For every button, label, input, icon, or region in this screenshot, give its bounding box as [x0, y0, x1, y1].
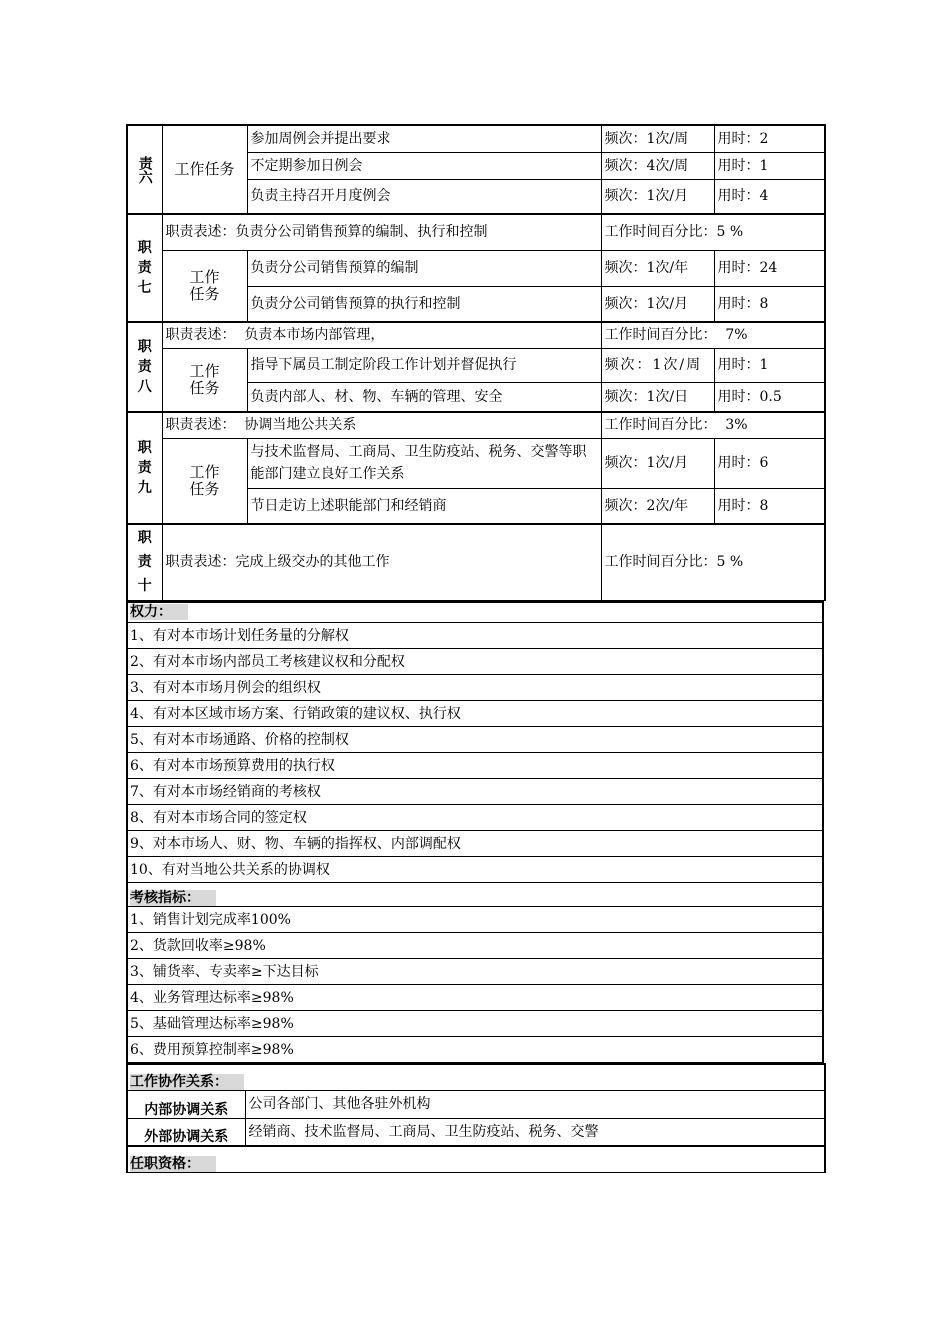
duty6-task-2-freq: 频次：4次/周	[601, 152, 714, 179]
duty8-task-2: 负责内部人、材、物、车辆的管理、安全	[247, 382, 601, 412]
duty7-task-1-freq: 频次：1次/年	[601, 250, 714, 286]
kpi-title: 考核指标：	[127, 883, 823, 907]
duty7-task-2-time: 用时：8	[714, 286, 825, 322]
relations-title: 工作协作关系：	[127, 1064, 825, 1090]
power-item: 1、有对本市场计划任务量的分解权	[127, 623, 823, 649]
duty7-task-label: 工作任务	[162, 250, 247, 322]
power-item: 8、有对本市场合同的签定权	[127, 805, 823, 831]
kpi-item: 2、货款回收率≥98%	[127, 933, 823, 959]
duty7-description: 职责表述：负责分公司销售预算的编制、执行和控制	[162, 214, 601, 250]
duty6-task-3-time: 用时：4	[714, 179, 825, 214]
duty9-label: 职责九	[127, 412, 162, 524]
duty9-task-2: 节日走访上述职能部门和经销商	[247, 488, 601, 524]
powers-table	[126, 601, 824, 1064]
duty9-task-1: 与技术监督局、工商局、卫生防疫站、税务、交警等职能部门建立良好工作关系	[247, 438, 601, 488]
duty6-task-2: 不定期参加日例会	[247, 152, 601, 179]
duty8-task-2-freq: 频次：1次/日	[601, 382, 714, 412]
duty8-task-label: 工作任务	[162, 348, 247, 412]
power-item: 2、有对本市场内部员工考核建议权和分配权	[127, 649, 823, 675]
duty6-task-3-freq: 频次：1次/月	[601, 179, 714, 214]
duty6-task-1-time: 用时：2	[714, 125, 825, 152]
duty10-description: 职责表述：完成上级交办的其他工作	[162, 524, 601, 600]
duty6-task-label: 工作任务	[162, 125, 247, 214]
duty7-task-1: 负责分公司销售预算的编制	[247, 250, 601, 286]
duty8-description: 职责表述： 负责本市场内部管理，	[162, 322, 601, 348]
qualification-title: 任职资格：	[127, 1146, 825, 1172]
internal-relations-value: 公司各部门、其他各驻外机构	[245, 1090, 825, 1118]
duty8-time-percent: 工作时间百分比： 7%	[601, 322, 825, 348]
duty10-time-percent: 工作时间百分比：5 %	[601, 524, 825, 600]
duty7-label: 职责七	[127, 214, 162, 322]
duty8-label: 职责八	[127, 322, 162, 412]
external-relations-value: 经销商、技术监督局、工商局、卫生防疫站、税务、交警	[245, 1118, 825, 1146]
duties-table	[126, 124, 826, 601]
duty9-task-1-time: 用时：6	[714, 438, 825, 488]
power-item: 10、有对当地公共关系的协调权	[127, 857, 823, 883]
duty6-task-1-freq: 频次：1次/周	[601, 125, 714, 152]
duty8-task-1-time: 用时：1	[714, 348, 825, 382]
duty9-description: 职责表述： 协调当地公共关系	[162, 412, 601, 438]
duty10-label: 职责十	[127, 524, 162, 600]
duty9-time-percent: 工作时间百分比： 3%	[601, 412, 825, 438]
duty8-task-1-freq: 频次：1次/周	[601, 348, 714, 382]
internal-relations-label: 内部协调关系	[127, 1090, 245, 1118]
duty6-task-1: 参加周例会并提出要求	[247, 125, 601, 152]
power-item: 5、有对本市场通路、价格的控制权	[127, 727, 823, 753]
duty7-task-2-freq: 频次：1次/月	[601, 286, 714, 322]
duty6-task-3: 负责主持召开月度例会	[247, 179, 601, 214]
kpi-item: 5、基础管理达标率≥98%	[127, 1011, 823, 1037]
duty7-time-percent: 工作时间百分比：5 %	[601, 214, 825, 250]
duty9-task-1-freq: 频次：1次/月	[601, 438, 714, 488]
job-description-document	[126, 124, 824, 1173]
duty6-task-2-time: 用时：1	[714, 152, 825, 179]
power-item: 9、对本市场人、财、物、车辆的指挥权、内部调配权	[127, 831, 823, 857]
kpi-item: 6、费用预算控制率≥98%	[127, 1037, 823, 1063]
external-relations-label: 外部协调关系	[127, 1118, 245, 1146]
powers-title: 权力：	[127, 602, 823, 623]
duty8-task-1: 指导下属员工制定阶段工作计划并督促执行	[247, 348, 601, 382]
kpi-item: 1、销售计划完成率100%	[127, 907, 823, 933]
duty9-task-label: 工作任务	[162, 438, 247, 524]
kpi-item: 3、铺货率、专卖率≥下达目标	[127, 959, 823, 985]
duty9-task-2-freq: 频次：2次/年	[601, 488, 714, 524]
relations-table	[126, 1063, 826, 1173]
duty7-task-2: 负责分公司销售预算的执行和控制	[247, 286, 601, 322]
power-item: 3、有对本市场月例会的组织权	[127, 675, 823, 701]
duty6-label: 责六	[127, 125, 162, 214]
duty9-task-2-time: 用时：8	[714, 488, 825, 524]
kpi-item: 4、业务管理达标率≥98%	[127, 985, 823, 1011]
duty7-task-1-time: 用时：24	[714, 250, 825, 286]
power-item: 6、有对本市场预算费用的执行权	[127, 753, 823, 779]
power-item: 7、有对本市场经销商的考核权	[127, 779, 823, 805]
duty8-task-2-time: 用时：0.5	[714, 382, 825, 412]
power-item: 4、有对本区域市场方案、行销政策的建议权、执行权	[127, 701, 823, 727]
